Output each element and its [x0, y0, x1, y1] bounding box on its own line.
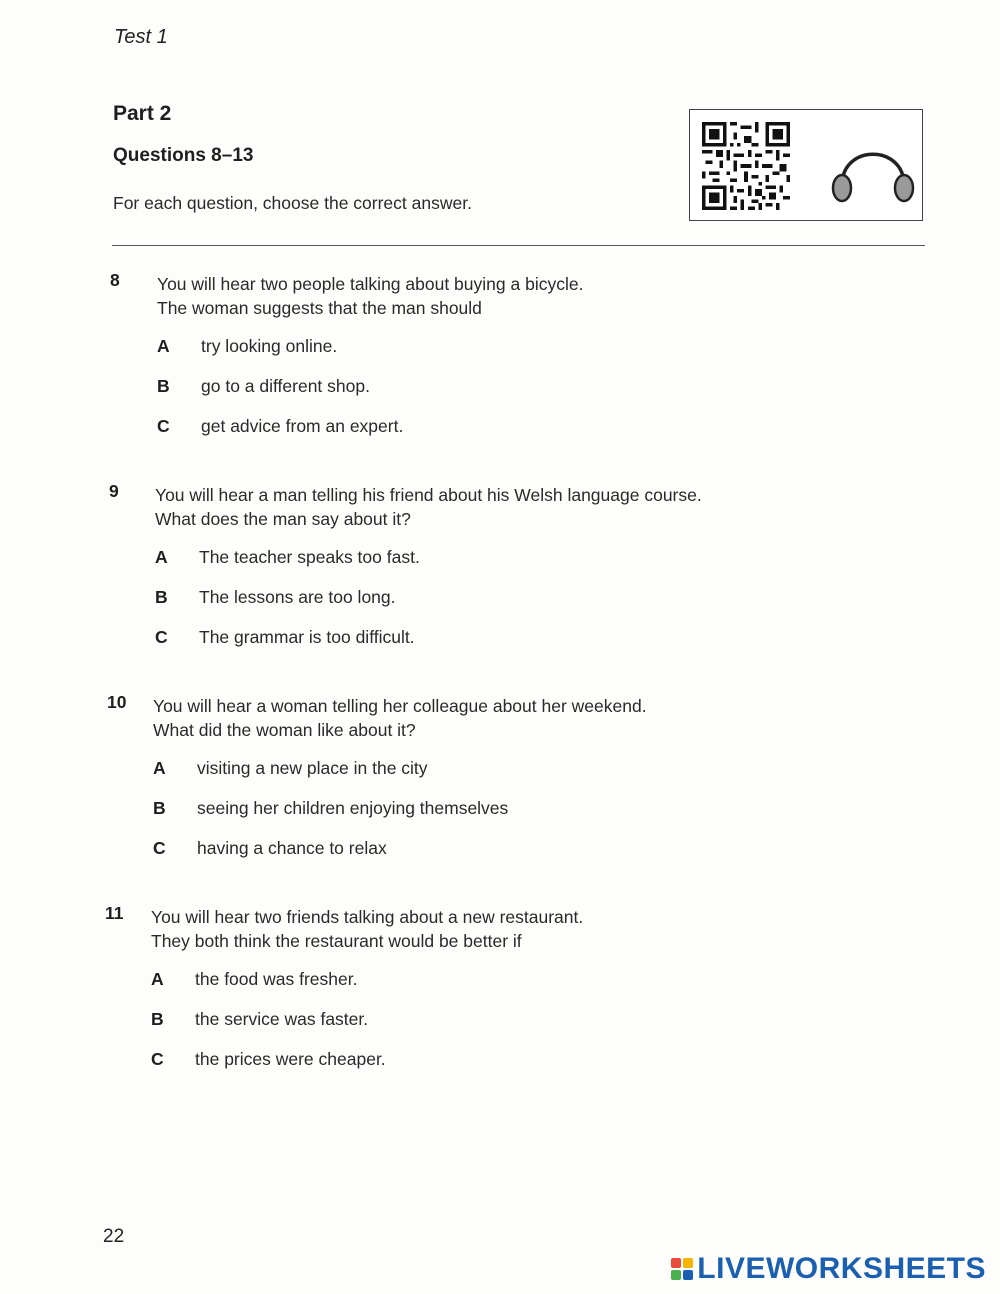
question-prompt: [151, 905, 583, 953]
option-text: the service was faster.: [195, 1009, 369, 1029]
question-number: 11: [105, 903, 124, 923]
question-line: You will hear a man telling his friend about his Welsh language course.: [155, 485, 702, 505]
logo-mark-icon: [671, 1258, 693, 1280]
option-text: The grammar is too difficult.: [199, 627, 415, 647]
option-letter: A: [155, 547, 168, 567]
question-line: The woman suggests that the man should: [157, 298, 482, 318]
part-title: Part 2: [113, 102, 172, 125]
option-letter: A: [153, 758, 166, 778]
instruction-text: For each question, choose the correct answer.: [113, 193, 472, 213]
liveworksheets-logo[interactable]: [671, 1252, 986, 1286]
option-letter: B: [153, 798, 166, 818]
question-line: What did the woman like about it?: [153, 720, 416, 740]
option-text: having a chance to relax: [197, 838, 387, 858]
brand-name: LIVEWORKSHEETS: [697, 1252, 986, 1285]
headphones-icon: [828, 130, 918, 210]
option-text: try looking online.: [201, 336, 338, 356]
option-text: The teacher speaks too fast.: [199, 547, 420, 567]
option-letter: C: [157, 416, 170, 436]
question-number: 9: [109, 481, 119, 501]
audio-media-box[interactable]: [689, 109, 923, 221]
option-text: visiting a new place in the city: [197, 758, 428, 778]
qr-code-icon[interactable]: [702, 122, 790, 210]
option-letter: C: [153, 838, 166, 858]
option-text: get advice from an expert.: [201, 416, 404, 436]
question-line: They both think the restaurant would be better if: [151, 931, 522, 951]
option-text: seeing her children enjoying themselves: [197, 798, 509, 818]
option-text: go to a different shop.: [201, 376, 370, 396]
option-text: The lessons are too long.: [199, 587, 396, 607]
option-text: the food was fresher.: [195, 969, 358, 989]
option-letter: B: [157, 376, 170, 396]
option-letter: A: [151, 969, 164, 989]
option-letter: B: [155, 587, 168, 607]
question-prompt: [153, 694, 647, 742]
question-number: 8: [110, 270, 120, 290]
question-line: You will hear two people talking about buying a bicycle.: [157, 274, 584, 294]
option-letter: C: [155, 627, 168, 647]
section-divider: [112, 245, 925, 246]
page-number: 22: [103, 1226, 125, 1247]
question-line: You will hear a woman telling her colleague about her weekend.: [153, 696, 647, 716]
option-text: the prices were cheaper.: [195, 1049, 386, 1069]
option-letter: A: [157, 336, 170, 356]
test-label: Test 1: [114, 26, 168, 48]
questions-range: Questions 8–13: [113, 145, 254, 166]
question-line: You will hear two friends talking about a new restaurant.: [151, 907, 584, 927]
option-letter: B: [151, 1009, 164, 1029]
question-line: What does the man say about it?: [155, 509, 411, 529]
option-letter: C: [151, 1049, 164, 1069]
question-number: 10: [107, 692, 127, 712]
question-prompt: [155, 483, 702, 531]
question-prompt: [157, 272, 583, 320]
